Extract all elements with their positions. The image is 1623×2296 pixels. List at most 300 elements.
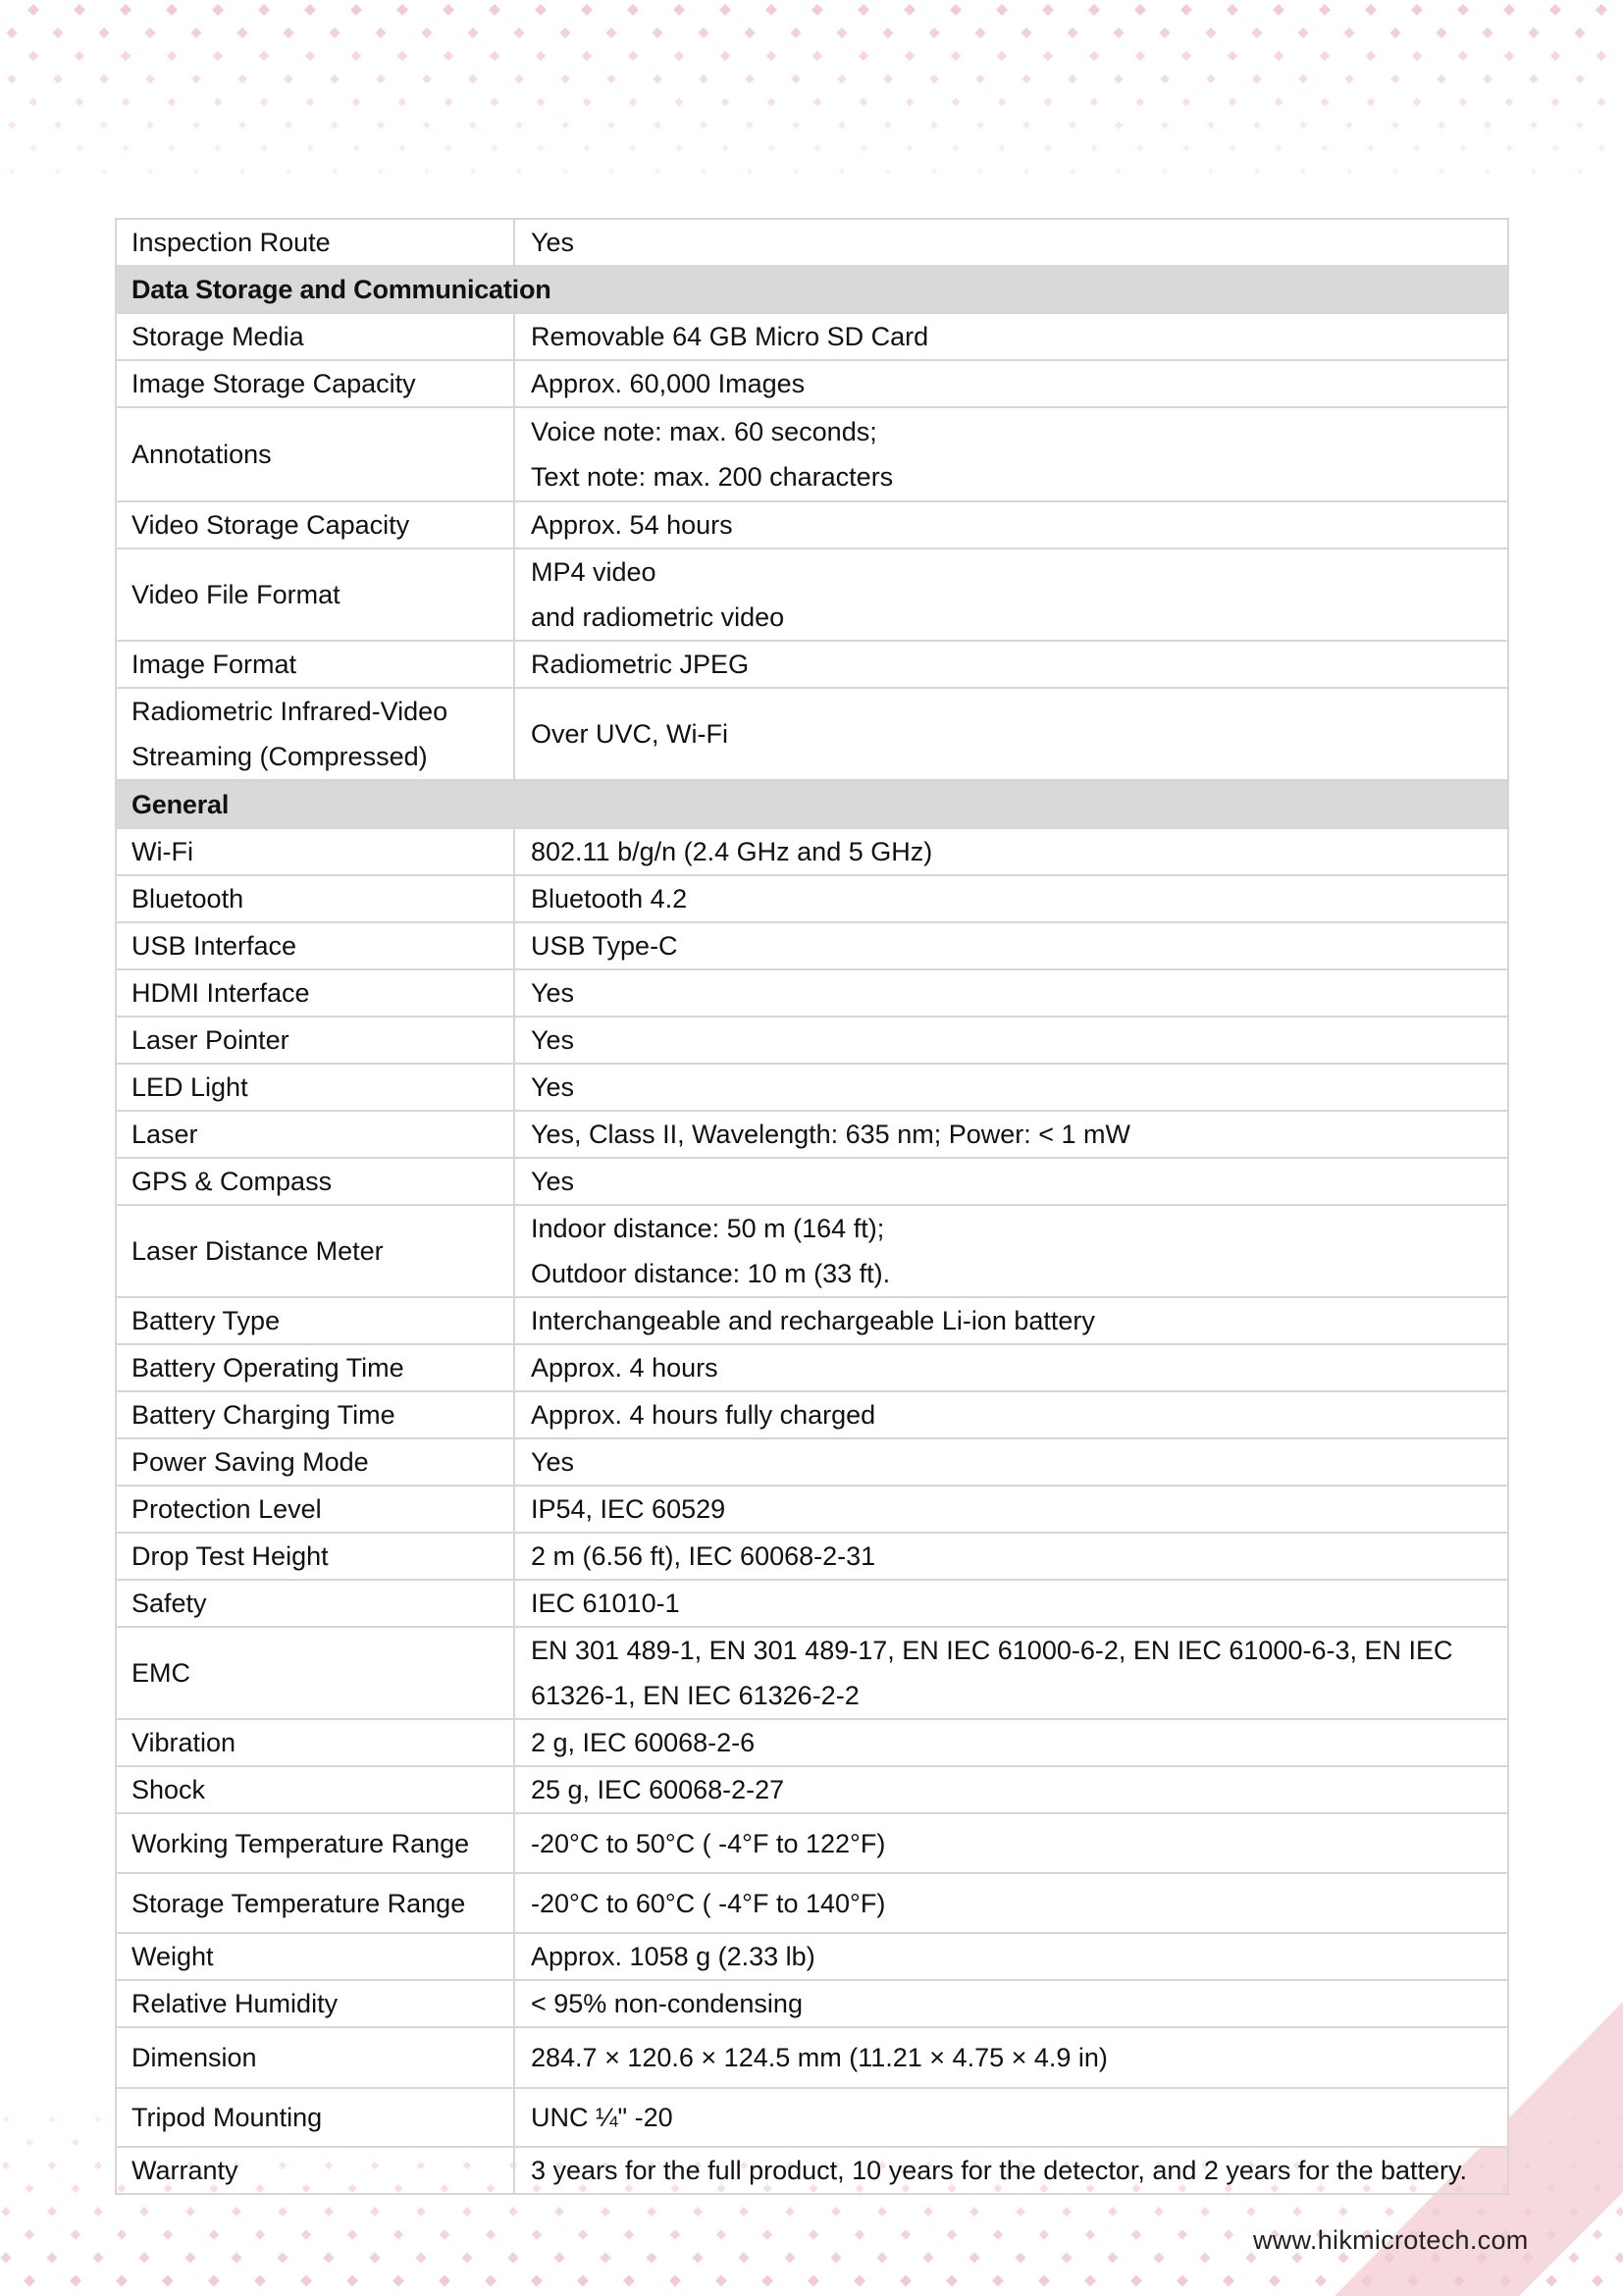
dot-diamond (323, 2252, 334, 2263)
dot-diamond (1228, 51, 1237, 61)
dot-diamond (1130, 2275, 1142, 2287)
spec-row (116, 1205, 1508, 1297)
dot-diamond (1411, 4, 1423, 16)
dot-diamond (237, 75, 247, 84)
spec-value (514, 2027, 1508, 2088)
dot-diamond (98, 27, 109, 38)
dot-diamond (1436, 27, 1446, 38)
dot-diamond (946, 2275, 958, 2287)
spec-value (514, 688, 1508, 780)
dot-diamond (0, 2252, 11, 2263)
dot-diamond (583, 144, 590, 151)
dot-diamond (950, 4, 962, 16)
dot-diamond (715, 2275, 727, 2287)
dot-diamond (72, 2139, 79, 2147)
dot-diamond (536, 51, 546, 61)
dot-diamond (1181, 51, 1191, 61)
dot-diamond (1575, 75, 1585, 84)
spec-value (514, 1438, 1508, 1486)
dot-diamond (698, 27, 708, 38)
spec-value-line: -20°C to 50°C ( -4°F to 122°F) (531, 1828, 886, 1858)
dot-diamond (1275, 98, 1283, 107)
dot-diamond (209, 2229, 220, 2240)
dot-diamond (1459, 98, 1468, 107)
dot-diamond (25, 2184, 33, 2193)
footer-website-url[interactable]: www.hikmicrotech.com (1253, 2225, 1529, 2255)
dot-diamond (236, 27, 247, 38)
dot-diamond (1531, 168, 1537, 174)
dot-diamond (416, 2207, 426, 2217)
spec-row (116, 2088, 1508, 2147)
dot-diamond (647, 2207, 656, 2217)
dot-diamond (767, 98, 776, 107)
spec-row (116, 1533, 1508, 1580)
dot-diamond (306, 98, 315, 107)
dot-diamond (535, 4, 547, 16)
dot-diamond (1343, 27, 1354, 38)
spec-value-line: < 95% non-condensing (531, 1989, 803, 2018)
spec-value (514, 875, 1508, 922)
dot-diamond (1062, 2207, 1072, 2217)
dot-diamond (70, 2275, 81, 2287)
dot-diamond (532, 2229, 543, 2240)
dot-diamond (675, 98, 684, 107)
spec-row (116, 1158, 1508, 1205)
dot-diamond (486, 2229, 497, 2240)
dot-diamond (906, 98, 915, 107)
spec-label: Video File Format (116, 548, 514, 641)
spec-label: Laser Distance Meter (116, 1205, 514, 1297)
spec-label: LED Light (116, 1064, 514, 1111)
dot-diamond (1596, 4, 1607, 16)
dot-diamond (952, 98, 961, 107)
dot-diamond (1089, 51, 1099, 61)
dot-diamond (146, 122, 154, 130)
dot-diamond (785, 2207, 795, 2217)
spec-value-line: Approx. 4 hours (531, 1353, 718, 1383)
dot-diamond (1484, 122, 1492, 130)
dot-diamond (858, 4, 869, 16)
dot-diamond (99, 75, 109, 84)
dot-diamond (1044, 98, 1053, 107)
dot-diamond (1161, 122, 1169, 130)
spec-value (514, 922, 1508, 969)
dot-diamond (52, 27, 63, 38)
dot-diamond (1068, 75, 1077, 84)
dot-diamond (1253, 122, 1261, 130)
dot-diamond (922, 2252, 933, 2263)
spec-label: Battery Type (116, 1297, 514, 1344)
dot-diamond (1545, 2275, 1557, 2287)
dot-diamond (1315, 2275, 1327, 2287)
spec-value (514, 219, 1508, 266)
spec-value-line: Approx. 54 hours (531, 510, 733, 540)
spec-label: Power Saving Mode (116, 1438, 514, 1486)
dot-diamond (608, 168, 614, 174)
dot-diamond (1593, 2229, 1603, 2240)
spec-label: Bluetooth (116, 875, 514, 922)
dot-diamond (122, 144, 129, 151)
dot-diamond (629, 144, 636, 151)
dot-diamond (467, 27, 478, 38)
spec-value-line: Yes (531, 1447, 575, 1477)
dot-diamond (514, 75, 524, 84)
spec-label: Laser Pointer (116, 1017, 514, 1064)
dot-diamond (976, 122, 984, 130)
dot-diamond (1597, 51, 1606, 61)
spec-value-line: USB Type-C (531, 931, 678, 961)
dot-diamond (1457, 4, 1469, 16)
dot-diamond (554, 2207, 564, 2217)
spec-value (514, 1391, 1508, 1438)
dot-diamond (71, 2229, 81, 2240)
dot-diamond (1269, 2275, 1281, 2287)
spec-label: Protection Level (116, 1486, 514, 1533)
dot-diamond (1389, 27, 1400, 38)
dot-diamond (351, 51, 361, 61)
dot-diamond (415, 2252, 426, 2263)
spec-row (116, 407, 1508, 501)
dot-diamond (996, 4, 1008, 16)
dot-diamond (1069, 122, 1076, 130)
dot-diamond (331, 122, 339, 130)
spec-value-line: Approx. 1058 g (2.33 lb) (531, 1942, 815, 1971)
spec-value (514, 1064, 1508, 1111)
dot-diamond (439, 2275, 450, 2287)
section-header-row (116, 780, 1508, 828)
dot-diamond (163, 2229, 174, 2240)
dot-diamond (1614, 2252, 1623, 2263)
dot-diamond (624, 2229, 635, 2240)
spec-row (116, 1933, 1508, 1980)
spec-value-line: Approx. 4 hours fully charged (531, 1400, 876, 1430)
spec-row (116, 1873, 1508, 1933)
spec-row (116, 1719, 1508, 1766)
spec-row (116, 969, 1508, 1017)
dot-diamond (884, 122, 892, 130)
dot-diamond (9, 168, 15, 174)
spec-row (116, 1627, 1508, 1719)
spec-row (116, 1438, 1508, 1486)
spec-value-line: 284.7 × 120.6 × 124.5 mm (11.21 × 4.75 × 4.9 in) (531, 2043, 1108, 2072)
dot-diamond (931, 168, 937, 174)
dot-diamond (1136, 144, 1143, 151)
dot-diamond (1038, 2275, 1050, 2287)
spec-value-line: Indoor distance: 50 m (164 ft); (531, 1214, 885, 1243)
dot-diamond (55, 168, 61, 174)
dot-diamond (214, 98, 223, 107)
dot-diamond (100, 122, 108, 130)
dot-diamond (854, 2275, 865, 2287)
dot-diamond (378, 168, 384, 174)
dot-diamond (813, 98, 822, 107)
dot-diamond (1039, 2229, 1050, 2240)
dot-diamond (1116, 168, 1122, 174)
dot-diamond (721, 98, 730, 107)
dot-diamond (1044, 144, 1051, 151)
dot-diamond (974, 27, 985, 38)
dot-diamond (1321, 144, 1328, 151)
dot-diamond (346, 2275, 358, 2287)
spec-value-line: UNC ¼" -20 (531, 2103, 673, 2132)
spec-label: Image Storage Capacity (116, 360, 514, 407)
dot-diamond (1042, 4, 1054, 16)
dot-pattern-top (6, 4, 1607, 175)
spec-value-line: Outdoor distance: 10 m (33 ft). (531, 1259, 891, 1288)
spec-value (514, 1933, 1508, 1980)
dot-diamond (998, 98, 1007, 107)
spec-value (514, 1980, 1508, 2027)
dot-diamond (654, 168, 660, 174)
dot-diamond (369, 2252, 380, 2263)
dot-diamond (101, 168, 107, 174)
dot-diamond (1365, 4, 1377, 16)
dot-diamond (1208, 168, 1214, 174)
dot-diamond (469, 122, 477, 130)
spec-label: Inspection Route (116, 219, 514, 266)
dot-diamond (74, 4, 85, 16)
dot-diamond (1412, 51, 1422, 61)
dot-diamond (29, 144, 36, 151)
dot-diamond (653, 75, 662, 84)
dot-diamond (121, 51, 131, 61)
dot-diamond (1070, 168, 1075, 174)
dot-diamond (1592, 2275, 1603, 2287)
dot-diamond (600, 2252, 610, 2263)
dot-diamond (1503, 4, 1515, 16)
specification-table (115, 218, 1509, 2195)
dot-diamond (330, 75, 340, 84)
spec-row (116, 1486, 1508, 1533)
spec-value (514, 1486, 1508, 1533)
spec-value-line: Approx. 60,000 Images (531, 369, 806, 398)
dot-diamond (516, 168, 522, 174)
dot-diamond (93, 2207, 103, 2217)
dot-diamond (25, 2229, 35, 2240)
dot-diamond (1298, 75, 1308, 84)
dot-diamond (992, 2275, 1004, 2287)
dot-diamond (1504, 51, 1514, 61)
dot-diamond (582, 51, 592, 61)
dot-diamond (306, 144, 313, 151)
dot-diamond (583, 98, 592, 107)
dot-diamond (1459, 144, 1466, 151)
dot-diamond (577, 2275, 589, 2287)
dot-diamond (559, 27, 570, 38)
dot-diamond (670, 2229, 681, 2240)
spec-value (514, 2147, 1508, 2194)
dot-diamond (1254, 168, 1260, 174)
dot-diamond (53, 75, 63, 84)
dot-diamond (700, 122, 707, 130)
dot-diamond (260, 144, 267, 151)
dot-diamond (876, 2252, 887, 2263)
spec-value-line: and radiometric video (531, 602, 785, 632)
dot-diamond (1485, 168, 1491, 174)
dot-diamond (1505, 144, 1512, 151)
dot-diamond (628, 51, 638, 61)
dot-diamond (184, 2252, 195, 2263)
spec-label: Warranty (116, 2147, 514, 2194)
dot-diamond (1550, 51, 1560, 61)
dot-diamond (1275, 144, 1282, 151)
dot-diamond (1090, 144, 1097, 151)
dot-diamond (167, 51, 177, 61)
dot-diamond (1413, 144, 1420, 151)
spec-value (514, 407, 1508, 501)
spec-value-line: 802.11 b/g/n (2.4 GHz and 5 GHz) (531, 837, 933, 866)
dot-diamond (837, 75, 847, 84)
spec-value (514, 1873, 1508, 1933)
spec-value-line: Yes, Class II, Wavelength: 635 nm; Power: < 1 mW (531, 1120, 1131, 1149)
dot-diamond (562, 168, 568, 174)
dot-diamond (352, 98, 361, 107)
dot-diamond (1438, 122, 1445, 130)
dot-diamond (692, 2252, 703, 2263)
dot-diamond (95, 2116, 102, 2123)
dot-diamond (117, 2229, 128, 2240)
spec-row (116, 1813, 1508, 1873)
dot-diamond (809, 2229, 819, 2240)
dot-diamond (1088, 4, 1100, 16)
dot-diamond (116, 2275, 128, 2287)
dot-diamond (790, 27, 801, 38)
dot-diamond (462, 2207, 472, 2217)
dot-diamond (1061, 2252, 1072, 2263)
dot-diamond (977, 168, 983, 174)
dot-diamond (1274, 51, 1283, 61)
dot-diamond (350, 4, 362, 16)
dot-diamond (969, 2252, 979, 2263)
spec-label: Battery Charging Time (116, 1391, 514, 1438)
spec-row (116, 1111, 1508, 1158)
dot-diamond (1551, 98, 1560, 107)
dot-diamond (560, 75, 570, 84)
dot-diamond (1021, 27, 1031, 38)
dot-diamond (3, 2116, 10, 2123)
dot-diamond (301, 2229, 312, 2240)
spec-value (514, 1627, 1508, 1719)
dot-diamond (1529, 75, 1539, 84)
spec-value (514, 1766, 1508, 1813)
spec-value-line: MP4 video (531, 557, 656, 587)
spec-value-line: IEC 61010-1 (531, 1589, 680, 1618)
dot-diamond (24, 2275, 35, 2287)
spec-row (116, 922, 1508, 969)
section-title: General (116, 780, 1508, 828)
dot-diamond (1085, 2229, 1096, 2240)
dot-diamond (254, 2275, 266, 2287)
dot-diamond (793, 168, 799, 174)
spec-value-line: Over UVC, Wi-Fi (531, 719, 728, 749)
dot-diamond (191, 75, 201, 84)
dot-diamond (606, 75, 616, 84)
dot-diamond (168, 98, 177, 107)
dot-diamond (1549, 4, 1561, 16)
spec-value-line: 2 m (6.56 ft), IEC 60068-2-31 (531, 1541, 876, 1571)
dot-diamond (836, 27, 847, 38)
dot-diamond (76, 98, 84, 107)
dot-diamond (347, 2229, 358, 2240)
dot-diamond (997, 51, 1007, 61)
dot-diamond (765, 4, 777, 16)
dot-diamond (1136, 98, 1145, 107)
dot-diamond (605, 27, 616, 38)
spec-value-line: Text note: max. 200 characters (531, 462, 894, 492)
dot-diamond (578, 2229, 589, 2240)
dot-diamond (739, 2207, 749, 2217)
dot-diamond (76, 144, 82, 151)
dot-diamond (75, 51, 84, 61)
dot-diamond (762, 2229, 773, 2240)
spec-label: Video Storage Capacity (116, 501, 514, 548)
spec-label: Image Format (116, 641, 514, 688)
dot-diamond (830, 2252, 841, 2263)
dot-diamond (396, 4, 408, 16)
dot-diamond (393, 2275, 404, 2287)
dot-diamond (719, 4, 731, 16)
dot-diamond (855, 2229, 865, 2240)
dot-diamond (398, 144, 405, 151)
dot-diamond (190, 27, 201, 38)
dot-diamond (1229, 144, 1235, 151)
dot-diamond (1390, 75, 1400, 84)
dot-diamond (720, 51, 730, 61)
dot-diamond (952, 144, 959, 151)
dot-diamond (277, 2252, 288, 2263)
dot-diamond (1367, 98, 1376, 107)
spec-row (116, 1580, 1508, 1627)
dot-diamond (831, 2207, 841, 2217)
dot-diamond (859, 51, 868, 61)
dot-diamond (1021, 75, 1031, 84)
dot-diamond (94, 2162, 102, 2169)
spec-value (514, 1580, 1508, 1627)
dot-diamond (1437, 75, 1446, 84)
dot-diamond (1551, 144, 1558, 151)
dot-diamond (214, 144, 221, 151)
spec-row (116, 641, 1508, 688)
spec-label: Dimension (116, 2027, 514, 2088)
spec-label: HDMI Interface (116, 969, 514, 1017)
spec-row (116, 2147, 1508, 2194)
dot-diamond (553, 2252, 564, 2263)
dot-diamond (1206, 75, 1216, 84)
dot-diamond (461, 2252, 472, 2263)
dot-diamond (674, 51, 684, 61)
spec-value-line: 2 g, IEC 60068-2-6 (531, 1728, 756, 1757)
dot-diamond (1251, 27, 1262, 38)
dot-diamond (1043, 51, 1053, 61)
dot-diamond (26, 2139, 33, 2147)
spec-label: GPS & Compass (116, 1158, 514, 1205)
dot-diamond (28, 51, 38, 61)
dot-diamond (1528, 27, 1539, 38)
spec-label: Safety (116, 1580, 514, 1627)
dot-diamond (808, 2275, 819, 2287)
dot-diamond (1482, 27, 1492, 38)
dot-diamond (29, 98, 38, 107)
dot-diamond (1574, 27, 1585, 38)
dot-diamond (1615, 2207, 1623, 2217)
dot-diamond (652, 27, 662, 38)
dot-diamond (1015, 2252, 1025, 2263)
dot-diamond (284, 75, 293, 84)
dot-diamond (930, 122, 938, 130)
dot-diamond (1180, 4, 1192, 16)
dot-diamond (1273, 4, 1284, 16)
spec-row (116, 548, 1508, 641)
